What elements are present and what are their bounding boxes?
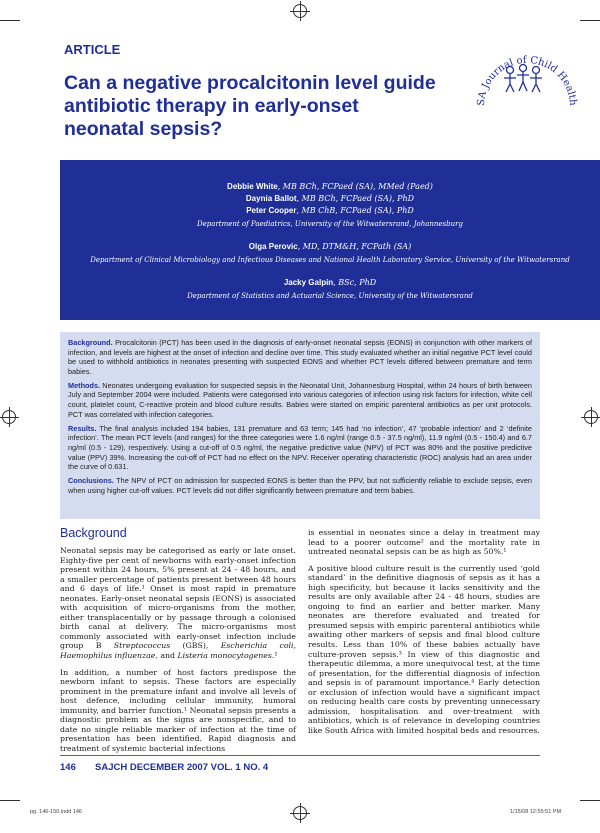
author-name: Jacky Galpin [283,278,334,287]
author-degrees: , MB BCh, FCPaed (SA), PhD [296,194,415,203]
body-paragraph: is essential in neonates since a delay in treatment may lead to a poorer outcome² and the mortality rate in untreated neonatal sepsis can be as high as 50%.¹ [308,528,540,557]
body-column-left [60,546,296,760]
author-degrees: , MB ChB, FCPaed (SA), PhD [296,206,414,215]
author-line [60,182,600,191]
abstract-label: Background. [68,338,113,347]
body-column-right [308,528,540,742]
crop-mark [580,20,600,21]
body-paragraph: A positive blood culture result is the currently used ‘gold standard’ in the definitive diagnosis of sepsis as it has a high specificity, but because it lacks sensitivity and the results are only available after 24 - 48 hours, studies are ongoing to find an earlier and better marker. Many neonates are therefore evaluated and treated for presumed sepsis with empiric parenteral antibiotics while awaiting other markers of sepsis and final blood culture results. Less than 10% of these babies actually have culture-proven sepsis.³ In view of this diagnostic and therapeutic dilemma, a more unequivocal test, at the time of presentation, for the differential diagnosis of infection and sepsis is of paramount importance.⁴ Early detection or exclusion of infection would have a significant impact on reducing health care costs by preventing unnecessary admission, hospitalisation and over-treatment with antibiotics, which is of relevance in developing countries like South Africa with limited hospital beds and resources. [308,563,540,735]
abstract-background [68,338,532,376]
author-line [60,206,600,215]
abstract-text: Procalcitonin (PCT) has been used in the diagnosis of early-onset neonatal sepsis (EONS) in conjunction with other markers of infection, and levels are highest at the onset of infection and decline over time. This study evaluated whether an initial negative PCT level could be used to withhold antibiotics in neonates presenting with suspected EONS and whether PCT levels differed between premature and term babies. [68,338,532,376]
abstract-box [60,332,540,519]
affiliation: Department of Statistics and Actuarial Science, University of the Witwatersrand [187,292,473,300]
article-title [64,72,454,141]
author-line [60,242,600,251]
abstract-text: The final analysis included 194 babies, 131 premature and 63 term; 145 had ‘no infection’, 47 ‘probable infection’ and 2 ‘definite infection’. The mean PCT levels (and ranges) for the three categories were 1.6 ng/ml (range 0.5 - 37.5 ng/ml), 11.9 ng/ml (0.5 - 150.4) and 6.7 ng/ml (0.5 - 129), respectively. Using a cut-off of 0.5 ng/ml, the negative predictive value (NPV) of PCT was 80% and the positive predictive value (PPV) 39%. Increasing the cut-off of PCT had no effect on the NPV. Receiver operating characteristic (ROC) analysis had an area under the curve of 0.631. [68,423,532,472]
article-kicker: ARTICLE [64,42,121,57]
crop-mark [0,800,20,801]
abstract-label: Conclusions. [68,476,114,486]
abstract-label: Methods. [68,380,101,390]
title-line: antibiotic therapy in early-onset [64,95,359,117]
print-slug-file: pg. 146-150.indd 146 [30,809,82,815]
body-paragraph: In addition, a number of host factors predispose the newborn infant to sepsis. These factors are especially prominent in the premature infant and involve all levels of host defence, including cellular immunity, humoral immunity, and barrier function.¹ Neonatal sepsis presents a diagnostic problem as the signs are nonspecific, and to date no single reliable marker of infection at the time of presentation has been identified. Rapid diagnosis and treatment of systemic bacterial infections [60,667,296,753]
author-degrees: , MB BCh, FCPaed (SA), MMed (Paed) [277,182,433,191]
title-line: neonatal sepsis? [64,118,223,140]
crop-mark [580,800,600,801]
registration-mark-top [293,4,307,18]
journal-issue: SAJCH DECEMBER 2007 VOL. 1 NO. 4 [95,762,269,773]
journal-logo-text: SA Journal of Child Health [475,54,579,107]
abstract-text: The NPV of PCT on admission for suspected EONS is better than the PPV, but not sufficiently reliable to exclude sepsis, even when using higher cut-off values. PCT levels did not differ significantly between premature and term babies. [68,476,532,495]
author-line [60,194,600,203]
print-slug-timestamp: 1/15/08 12:55:51 PM [510,809,562,815]
abstract-methods [68,381,532,419]
abstract-label: Results. [68,423,97,433]
author-line [60,278,600,287]
author-name: Debbie White [227,182,278,191]
author-name: Olga Perovic [248,242,298,251]
registration-mark-left [2,410,16,424]
body-paragraph: Neonatal sepsis may be categorised as early or late onset. Eighty-five per cent of newborns with early-onset infection present within 24 hours, 5% present at 24 - 48 hours, and a smaller percentage of patients present between 48 hours and 6 days of life.¹ Onset is most rapid in premature neonates. Early-onset neonatal sepsis (EONS) is associated with acquisition of micro-organisms from the mother, either transplacentally or by passage through a colonised birth canal at delivery. The micro-organisms most commonly associated with early-onset infection include group B Streptococcus (GBS), Escherichia coli, Haemophilus influenzae, and Listeria monocytogenes.¹ [60,546,296,661]
footer-rule [60,755,540,756]
abstract-results [68,424,532,472]
section-heading: Background [60,526,127,540]
author-degrees: , BSc, PhD [333,278,377,287]
title-line: Can a negative procalcitonin level guide [64,72,436,94]
author-degrees: , MD, DTM&H, FCPath (SA) [297,242,412,251]
page-number: 146 [60,762,76,773]
crop-mark [0,20,20,21]
affiliation: Department of Clinical Microbiology and Infectious Diseases and National Health Laboratory Service, University of the Witwatersrand [90,256,570,264]
abstract-text: Neonates undergoing evaluation for suspected sepsis in the Neonatal Unit, Johannesburg Hospital, within 24 hours of birth between July and September 2004 were included. Patients were categorised into various categories of infection using risk factors for infection, white cell count, platelet count, C-reactive protein and blood culture results. Babies were started on empiric parenteral antibiotics as per unit protocols. PCT was correlated with infection categories. [68,380,532,419]
author-name: Daynia Ballot [245,194,297,203]
author-box [60,160,600,320]
affiliation: Department of Paediatrics, University of the Witwatersrand, Johannesburg [197,220,463,228]
registration-mark-bottom [293,806,307,820]
author-name: Peter Cooper [246,206,297,215]
journal-logo [470,36,580,118]
abstract-conclusions [68,476,532,495]
registration-mark-right [584,410,598,424]
